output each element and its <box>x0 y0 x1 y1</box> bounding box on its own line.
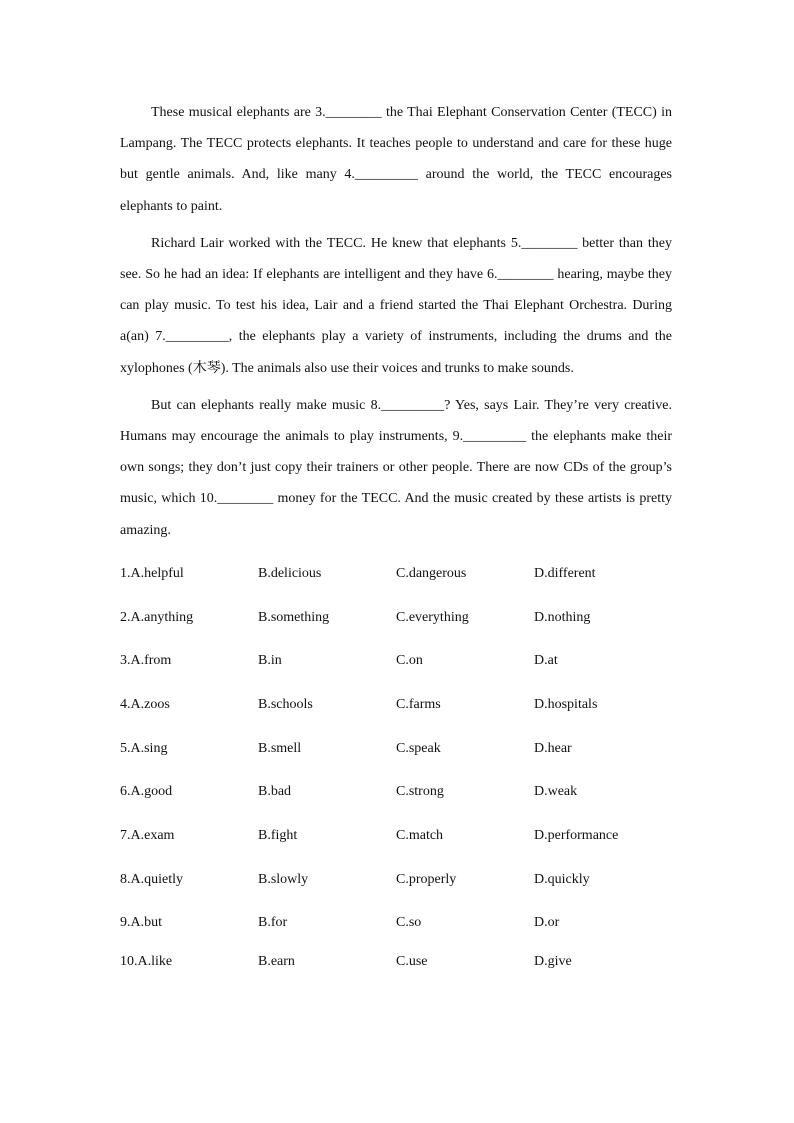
question-row-5 <box>120 739 672 783</box>
answer-options <box>120 564 672 983</box>
option-c: C.speak <box>396 740 441 756</box>
option-c: C.farms <box>396 696 441 712</box>
question-row-7 <box>120 826 672 870</box>
option-b: B.bad <box>258 784 292 800</box>
option-c: C.match <box>396 827 444 843</box>
question-row-4 <box>120 695 672 739</box>
option-c: C.on <box>396 653 423 669</box>
option-d: D.or <box>534 915 560 931</box>
option-d: D.nothing <box>534 609 591 625</box>
option-d: D.at <box>534 653 558 669</box>
option-b: B.schools <box>258 696 313 712</box>
option-a: 9.A.but <box>120 915 162 931</box>
question-row-2 <box>120 608 672 652</box>
option-c: C.strong <box>396 784 444 800</box>
option-b: B.smell <box>258 740 302 756</box>
option-a: 3.A.from <box>120 653 172 669</box>
option-d: D.weak <box>534 784 578 800</box>
option-d: D.performance <box>534 827 619 843</box>
document-page <box>120 97 672 982</box>
option-d: D.hear <box>534 740 572 756</box>
option-c: C.use <box>396 954 428 970</box>
option-d: D.hospitals <box>534 696 598 712</box>
option-c: C.dangerous <box>396 565 467 581</box>
option-b: B.slowly <box>258 871 309 887</box>
option-a: 1.A.helpful <box>120 565 184 581</box>
option-c: C.so <box>396 915 422 931</box>
question-row-1 <box>120 564 672 608</box>
question-row-10 <box>120 952 672 982</box>
option-a: 10.A.like <box>120 954 173 970</box>
option-a: 4.A.zoos <box>120 696 170 712</box>
option-b: B.delicious <box>258 565 322 581</box>
option-b: B.in <box>258 653 282 669</box>
option-b: B.for <box>258 915 288 931</box>
option-c: C.properly <box>396 871 457 887</box>
option-d: D.different <box>534 565 596 581</box>
option-a: 7.A.exam <box>120 827 175 843</box>
passage-paragraph-1: These musical elephants are 3.________ the Thai Elephant Conservation Center (TECC) in Lampang. The TECC protects elephants. It teaches people to understand and care for these huge but gentle animals. And, like many 4._________ around the world, the TECC encourages elephants to paint. <box>120 105 672 214</box>
option-a: 2.A.anything <box>120 609 194 625</box>
question-row-9 <box>120 913 672 952</box>
passage-paragraph-2: Richard Lair worked with the TECC. He knew that elephants 5.________ better than they see. So he had an idea: If elephants are intelligent and they have 6.________ hearing, maybe they can play music. To test his idea, Lair and a friend started the Thai Elephant Orchestra. During a(an) 7._________, the elephants play a variety of instruments, including the drums and the xylophones (木琴). The animals also use their voices and trunks to make sounds. <box>120 235 672 376</box>
option-a: 8.A.quietly <box>120 871 183 887</box>
question-row-8 <box>120 870 672 914</box>
option-b: B.something <box>258 609 330 625</box>
option-b: B.earn <box>258 954 295 970</box>
option-d: D.give <box>534 954 572 970</box>
option-d: D.quickly <box>534 871 590 887</box>
option-a: 6.A.good <box>120 784 173 800</box>
passage-paragraph-3: But can elephants really make music 8._________? Yes, says Lair. They’re very creative. Humans may encourage the animals to play instruments, 9._________ the elephants make their own songs; they don’t just copy their trainers or other people. There are now CDs of the group’s music, which 10.________ money for the TECC. And the music created by these artists is pretty amazing. <box>120 397 672 538</box>
option-b: B.fight <box>258 827 298 843</box>
question-row-6 <box>120 782 672 826</box>
question-row-3 <box>120 651 672 695</box>
option-c: C.everything <box>396 609 469 625</box>
option-a: 5.A.sing <box>120 740 168 756</box>
